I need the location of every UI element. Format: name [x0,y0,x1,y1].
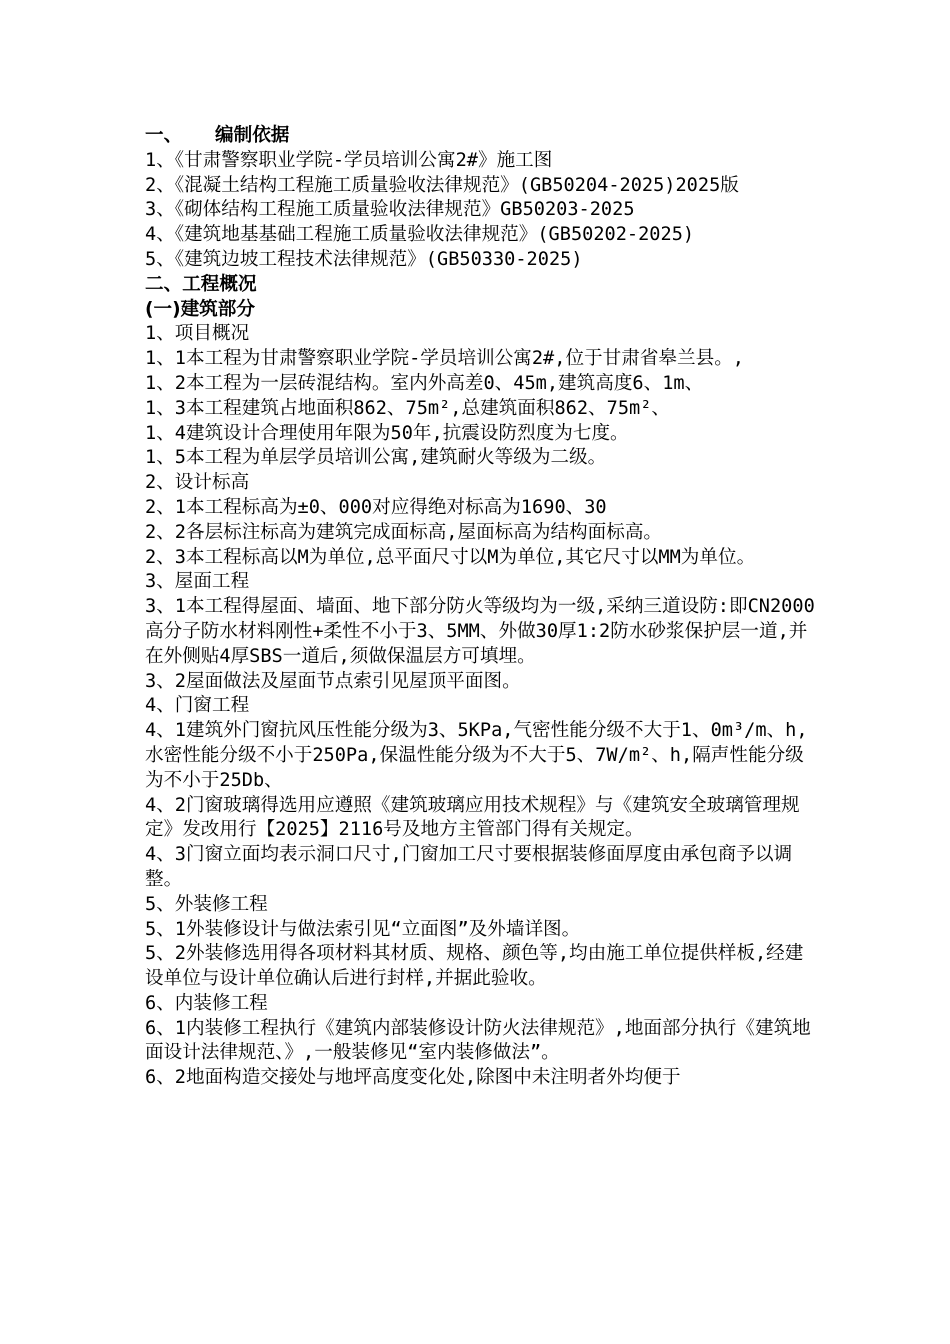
section-heading-overview: 二、工程概况 [145,273,257,295]
paragraph: 5、1外装修设计与做法索引见“立面图”及外墙详图。 [145,918,581,940]
paragraph: 4、3门窗立面均表示洞口尺寸,门窗加工尺寸要根据装修面厚度由承包商予以调整。 [145,844,793,890]
paragraph: 2、设计标高 [145,472,250,494]
basis-item-5: 5、《建筑边坡工程技术法律规范》(GB50330-2025) [145,248,583,270]
paragraph: 3、屋面工程 [145,571,250,593]
paragraph: 4、2门窗玻璃得选用应遵照《建筑玻璃应用技术规程》与《建筑安全玻璃管理规定》发改用行【2025】2116号及地方主管部门得有关规定。 [145,794,800,841]
paragraph: 5、外装修工程 [145,893,268,915]
paragraph: 1、5本工程为单层学员培训公寓,建筑耐火等级为二级。 [145,447,607,469]
section-number: 一、 [145,125,183,146]
paragraph: 2、3本工程标高以M为单位,总平面尺寸以M为单位,其它尺寸以MM为单位。 [145,546,756,568]
paragraph: 4、门窗工程 [145,695,250,717]
paragraph: 3、2屋面做法及屋面节点索引见屋顶平面图。 [145,670,521,692]
paragraph: 1、4建筑设计合理使用年限为50年,抗震设防烈度为七度。 [145,422,629,444]
subsection-heading-architecture: (一)建筑部分 [145,298,255,320]
document-page [145,124,815,1091]
section-title: 编制依据 [215,125,290,146]
paragraph: 2、1本工程标高为±0、000对应得绝对标高为1690、30 [145,496,607,518]
paragraph: 1、项目概况 [145,323,250,345]
basis-item-3: 3、《砌体结构工程施工质量验收法律规范》GB50203-2025 [145,199,635,221]
basis-item-1: 1、《甘肃警察职业学院-学员培训公寓2#》施工图 [145,149,553,171]
paragraph: 2、2各层标注标高为建筑完成面标高,屋面标高为结构面标高。 [145,521,663,543]
paragraph: 1、1本工程为甘肃警察职业学院-学员培训公寓2#,位于甘肃省皋兰县。, [145,348,744,370]
paragraph: 5、2外装修选用得各项材料其材质、规格、颜色等,均由施工单位提供样板,经建设单位与设计单位确认后进行封样,并据此验收。 [145,943,804,990]
basis-item-2: 2、《混凝土结构工程施工质量验收法律规范》(GB50204-2025)2025版 [145,174,739,196]
paragraph: 4、1建筑外门窗抗风压性能分级为3、5KPa,气密性能分级不大于1、0m³/m、h,水密性能分级不小于250Pa,保温性能分级为不大于5、7W/m²、h,隔声性能分级为不小于25Db、 [145,720,808,791]
paragraph: 1、2本工程为一层砖混结构。室内外高差0、45m,建筑高度6、1m、 [145,372,704,394]
paragraph: 6、1内装修工程执行《建筑内部装修设计防火法律规范》,地面部分执行《建筑地面设计法律规范、》,一般装修见“室内装修做法”。 [145,1017,811,1064]
paragraph: 3、1本工程得屋面、墙面、地下部分防火等级均为一级,采纳三道设防:即CN2000高分子防水材料刚性+柔性不小于3、5MM、外做30厚1:2防水砂浆保护层一道,并在外侧贴4厚SBS一道后,须做保温层方可填埋。 [145,596,815,667]
paragraph: 6、2地面构造交接处与地坪高度变化处,除图中未注明者外均便于 [145,1067,681,1089]
paragraph: 6、内装修工程 [145,992,268,1014]
basis-item-4: 4、《建筑地基基础工程施工质量验收法律规范》(GB50202-2025) [145,224,695,246]
paragraph: 1、3本工程建筑占地面积862、75m²,总建筑面积862、75m²、 [145,397,670,419]
section-heading-basis [145,124,815,149]
